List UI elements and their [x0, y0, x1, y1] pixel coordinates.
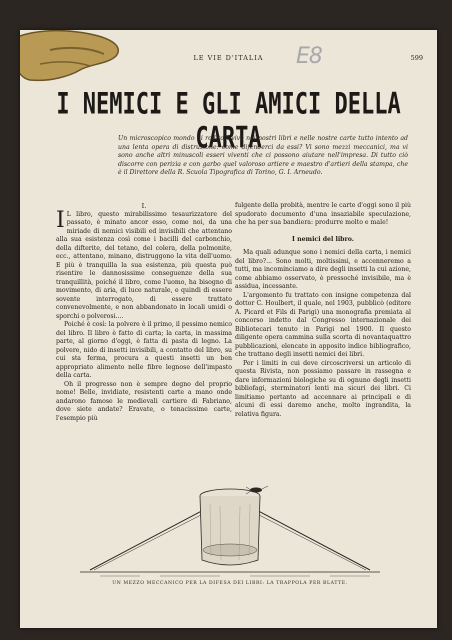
right-column [235, 202, 411, 419]
article-intro: Un microscopico mondo di roditori vive nei nostri libri e nelle nostre carte tutto intento ad una lenta opera di distruzione: come difenderci da essi? Vi sono mezzi meccanici, ma vi sono anche altri minuscoli esseri viventi che ci possono aiutare nell'impresa. Di tutto ciò discorre con perizia e con garbo quel valoroso artiere e maestro d'artieri della stampa, che è il Direttore della R. Scuola Tipografica di Torino, G. I. Arneudo. [118, 135, 408, 177]
section-number: I. [141, 202, 147, 210]
paragraph-text: L libro, questo mirabilissimo tesaurizzatore del passato, è minato ancor esso, come noi, da una miriade di nemici visibili ed invisibili che attentano alla sua esistenza così come i bacilli del carbonchio, della difterite, del tetano, del colera, della polmonite, ecc., attentano, minano, distruggono la vita dell'uomo. E più è tranquilla la sua esistenza, più questa può risentire le dannosissime conseguenze della sua tranquillità, poiché il libro, come l'uomo, ha bisogno di movimento, di aria, di luce naturale, e quindi di essere sovente interrogato, di essere trattato convenevolmente, e non abbandonato in locali umidi o sporchi o polverosi.... [56, 210, 232, 320]
paragraph: Poiché è così: la polvere è il primo, il pessimo nemico del libro. Il libro è fatto di carta; la carta, in massima parte, al giorno d'oggi, è fatta di pasta di legno. La polvere, nido di insetti invisibili, a contatto del libro, su cui sta ferma, procura a questi insetti un ben appropriato alimento nelle fibre legnose dell'impasto della carta. [56, 321, 232, 379]
left-column [56, 202, 232, 423]
paragraph: Per i limiti in cui deve circoscriversi un articolo di questa Rivista, non possiamo passare in rassegna e dare informazioni biologiche su di ognuno degli insetti bibliofagi, sterminatori lenti ma sicuri dei libri. Ci limitiamo pertanto ad accennare ai principali e di alcuni di essi daremo anche, molto ingrandita, la relativa figura. [235, 359, 411, 418]
paragraph [56, 207, 232, 322]
drop-cap: I [56, 207, 65, 233]
section-subhead: I nemici del libro. [292, 235, 354, 243]
paragraph: fulgente della probità, mentre le carte d'oggi sono il più spudorato documento d'una insaziabile speculazione, che ha per sua bandiera: produrre molto e male! [235, 202, 412, 226]
paragraph: Ma quali adunque sono i nemici della carta, i nemici del libro?... Sono molti, moltissimi, e accenneremo a tutti, ma incominciamo a dire degli insetti la cui azione, come abbiamo osservato, è pressoché invisibile, ma è assidua, incessante. [235, 249, 411, 290]
running-header: LE VIE D'ITALIA [193, 54, 264, 62]
figure-caption: UN MEZZO MECCANICO PER LA DIFESA DEI LIBRI: LA TRAPPOLA PER BLATTE. [112, 581, 348, 586]
page-number: 599 [410, 54, 423, 62]
magazine-page [20, 30, 437, 628]
paragraph: L'argomento fu trattato con insigne competenza dal dottor C. Houlbert, il quale, nel 1903, pubblicò (editore A. Picard et Fils di Parigi) una monografia premiata al concorso indetto dal Congresso internazionale dei Bibliotecari tenuto in Parigi nel 1900. Il questo diligente opera cammina sulla scorta di novantaquattro pubblicazioni, elencate in apposito indice bibliografico, che trattano degli insetti nemici dei libri. [235, 291, 411, 358]
cockroach-trap-illustration [80, 452, 380, 580]
paragraph: Oh il progresso non è sempre degno del proprio nome! Belle, invidiate, resistenti carte a mano onde andarono famose le medievali cartiere di Fabriano, dove siete andate? Eravate, o tenacissime carte, l'esempio più [56, 380, 232, 422]
article-headline: I NEMICI E GLI AMICI DELLA CARTA [56, 88, 401, 156]
pencil-mark: E8 [296, 44, 322, 69]
